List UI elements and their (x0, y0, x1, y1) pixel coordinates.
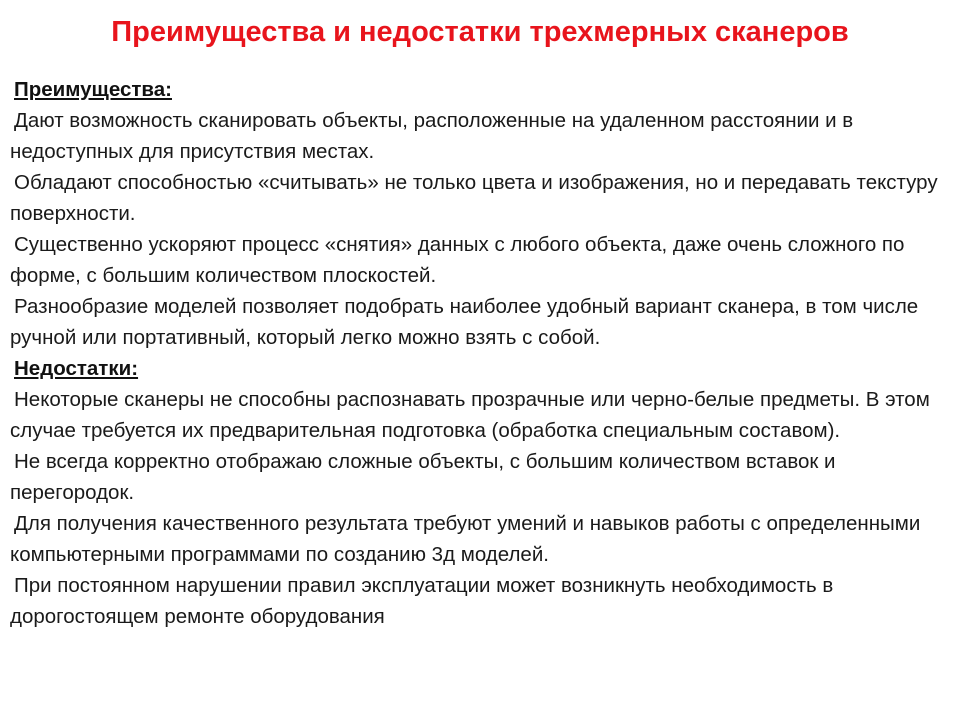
advantage-item-4: Разнообразие моделей позволяет подобрать наиболее удобный вариант сканера, в том числе ручной или портативный, который легко можно взять с собой. (10, 295, 919, 349)
disadvantage-item-2: Не всегда корректно отображаю сложные объекты, с большим количеством вставок и перегородок. (10, 450, 836, 504)
advantages-heading: Преимущества: (14, 78, 172, 101)
disadvantages-heading: Недостатки: (14, 357, 139, 380)
disadvantage-item-1: Некоторые сканеры не способны распознавать прозрачные или черно-белые предметы. В этом случае требуется их предварительная подготовка (обработка специальным составом). (10, 388, 930, 442)
disadvantage-item-3: Для получения качественного результата требуют умений и навыков работы с определенными компьютерными программами по созданию 3д моделей. (10, 512, 921, 566)
disadvantage-item-4: При постоянном нарушении правил эксплуатации может возникнуть необходимость в дорогостоящем ремонте оборудования (10, 574, 834, 628)
advantage-item-1: Дают возможность сканировать объекты, расположенные на удаленном расстоянии и в недоступных для присутствия местах. (10, 109, 854, 163)
slide-title: Преимущества и недостатки трехмерных сканеров (111, 16, 849, 48)
slide-content (10, 74, 954, 632)
advantage-item-3: Существенно ускоряют процесс «снятия» данных с любого объекта, даже очень сложного по форме, с большим количеством плоскостей. (10, 233, 905, 287)
advantage-item-2: Обладают способностью «считывать» не только цвета и изображения, но и передавать текстуру поверхности. (10, 171, 938, 225)
